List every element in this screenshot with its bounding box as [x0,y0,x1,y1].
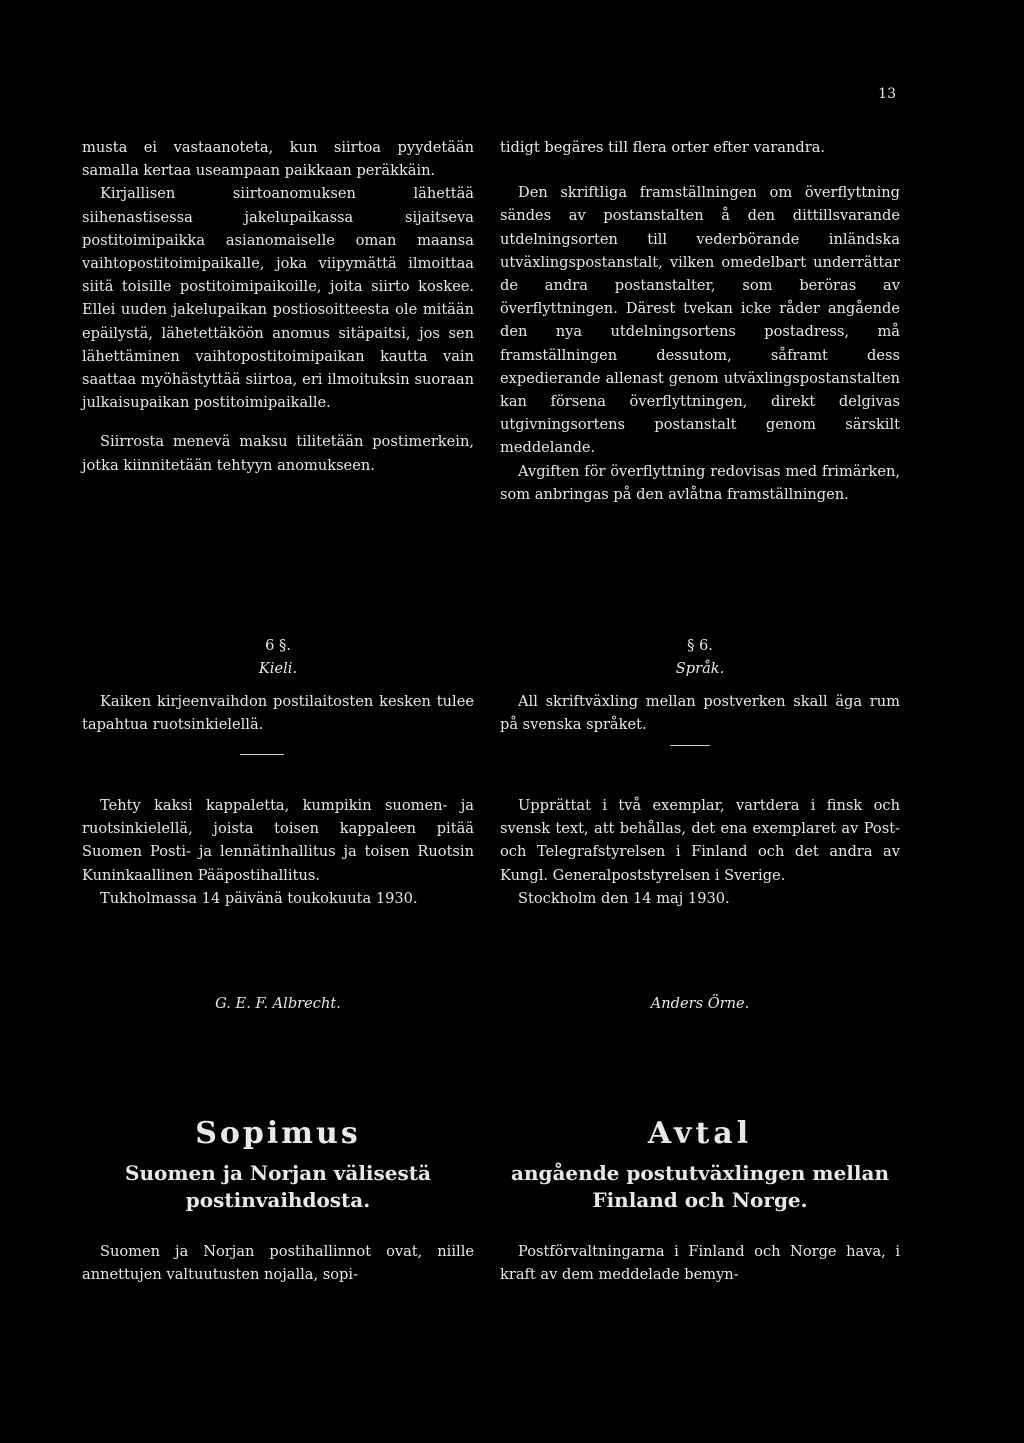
left-paragraph-7: Suomen ja Norjan postihallinnot ovat, niille annettujen valtuutusten nojalla, sopi- [82,1243,474,1284]
right-paragraph-2: Den skriftliga framställningen om överflyttning sändes av postanstalten å den dittillsvarande utdelningsorten till vederbörande inländska utväxlingspostanstalt, vilken omedelbart underrättar de andra postanstalter, som beröras av överflyttningen. Därest tvekan icke råder angående den nya utdelningsortens postadress, må framställningen dessutom, såframt dess expedierande allenast genom utväxlingspostanstalten kan försena överflyttningen, direkt delgivas utgivningsortens postanstalt genom särskilt meddelande. [500,184,900,457]
right-section-heading [500,634,900,680]
left-divider [240,754,284,755]
right-paragraph-5: Upprättat i två exemplar, vartdera i finsk och svensk text, att behållas, det ena exemplaret av Post- och Telegrafstyrelsen i Finland och det andra av Kungl. Generalpoststyrelsen i Sverige. [500,797,900,884]
left-section-heading [82,634,474,680]
left-paragraph-2: Kirjallisen siirtoanomuksen lähettää siihenastisessa jakelupaikassa sijaitseva postitoimipaikka asianomaiselle oman maansa vaihtopostitoimipaikalle, joka viipymättä ilmoittaa siitä toisille postitoimipaikoille, joita siirto koskee. Ellei uuden jakelupaikan postiosoitteesta ole mitään epäilystä, lähetettäköön anomus sitäpaitsi, jos sen lähettäminen vaihtopostitoimipaikan kautta vain saattaa myöhästyttää siirtoa, eri ilmoituksin suoraan julkaisupaikan postitoimipaikalle. [82,185,474,412]
right-closing [500,794,900,910]
left-agreement-title: Sopimus [195,1116,361,1151]
left-section-number: 6 §. [265,637,291,654]
left-paragraph-3: Siirrosta menevä maksu tilitetään postimerkein, jotka kiinnitetään tehtyyn anomukseen. [82,433,474,474]
right-divider [670,745,710,746]
right-paragraph-3: Avgiften för överflyttning redovisas med frimärken, som anbringas på den avlåtna framställningen. [500,462,900,503]
right-section-title: Språk. [675,660,725,678]
right-language-clause [500,690,900,736]
left-paragraph-6: Tukholmassa 14 päivänä toukokuuta 1930. [100,889,418,907]
right-agreement-subtitle: angående postutväxlingen mellan Finland och Norge. [510,1161,890,1212]
left-closing [82,794,474,910]
page-number: 13 [878,86,896,102]
left-language-clause [82,690,474,736]
left-paragraph-4: Kaiken kirjeenvaihdon postilaitosten kesken tulee tapahtua ruotsinkielellä. [82,693,474,734]
right-section-number: § 6. [687,637,713,654]
left-signature: G. E. F. Albrecht. [215,995,341,1012]
right-column-top [500,136,900,506]
right-paragraph-1: tidigt begäres till flera orter efter varandra. [500,139,826,156]
left-paragraph-5: Tehty kaksi kappaletta, kumpikin suomen- ja ruotsinkielellä, joista toisen kappaleen pitää Suomen Posti- ja lennätinhallitus ja toisen Ruotsin Kuninkaallinen Pääpostihallitus. [82,797,474,884]
right-paragraph-6: Stockholm den 14 maj 1930. [518,889,730,907]
left-paragraph-1: musta ei vastaanoteta, kun siirtoa pyydetään samalla kertaa useampaan paikkaan peräkkäin. [82,139,474,180]
right-signature: Anders Örne. [650,995,750,1012]
left-agreement-intro [82,1240,474,1286]
left-agreement-subtitle: Suomen ja Norjan välisestä postinvaihdosta. [125,1161,431,1212]
right-paragraph-4: All skriftväxling mellan postverken skall äga rum på svenska språket. [500,693,900,734]
right-agreement-intro [500,1240,900,1286]
right-agreement-title: Avtal [647,1116,753,1151]
left-column-top [82,136,474,477]
left-section-title: Kieli. [258,660,298,678]
right-paragraph-7: Postförvaltningarna i Finland och Norge hava, i kraft av dem meddelade bemyn- [500,1243,900,1284]
